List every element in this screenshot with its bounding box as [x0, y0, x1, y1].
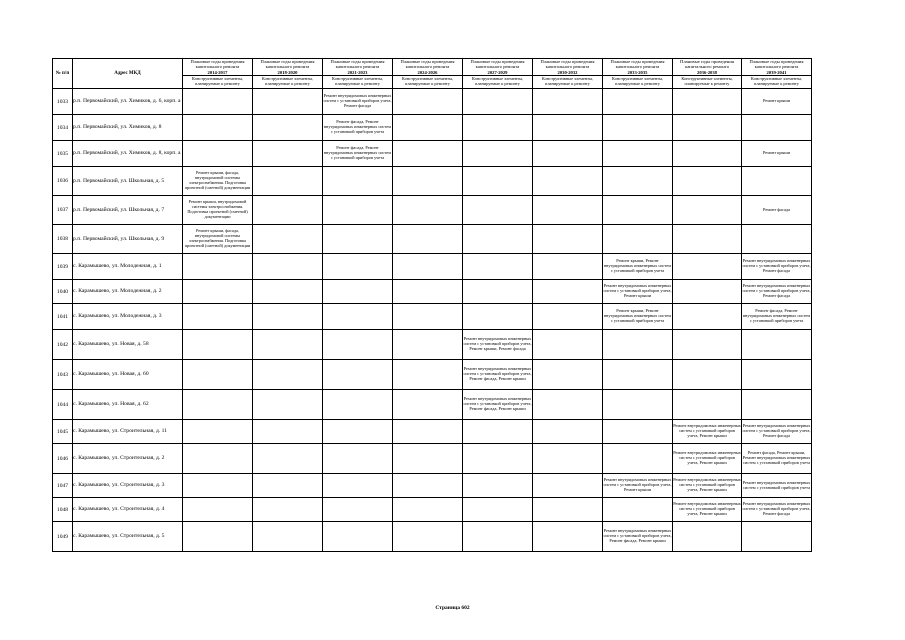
repair-cell	[183, 474, 253, 498]
repair-cell	[253, 360, 323, 390]
repair-cell: Ремонт внутридомовых инженерных систем с установкой приборов учета, Ремонт крыши	[673, 474, 742, 498]
row-number: 1034	[53, 115, 73, 141]
repair-cell	[673, 304, 742, 330]
repair-cell	[253, 390, 323, 420]
col-header-period	[742, 59, 812, 76]
repair-cell	[533, 360, 603, 390]
row-number: 1041	[53, 304, 73, 330]
col-header-number: № п/п	[53, 59, 73, 89]
repair-cell	[603, 225, 673, 254]
table-row	[53, 115, 812, 141]
repair-cell	[393, 330, 463, 360]
repair-cell	[533, 390, 603, 420]
repair-cell	[393, 444, 463, 474]
col-header-elements: Конструктивные элементы, планируемые к ремонту	[323, 76, 393, 89]
repair-cell	[533, 196, 603, 225]
repair-cell	[253, 444, 323, 474]
table-row	[53, 330, 812, 360]
row-address: р.п. Первомайский, ул. Химиков, д. 8, корп. а	[73, 141, 183, 167]
repair-cell: Ремонт крыши, Ремонт внутридомовых инженерных систем с установкой приборов учета	[603, 304, 673, 330]
repair-cell: Ремонт фасада, Ремонт крыши, Ремонт внутридомовых инженерных систем с установкой приборов учета	[742, 444, 812, 474]
repair-cell	[673, 196, 742, 225]
repair-cell	[253, 498, 323, 522]
repair-cell	[673, 360, 742, 390]
period-title: Плановые годы проведения капитального ремонта	[680, 59, 734, 70]
repair-cell	[183, 522, 253, 552]
repair-cell	[533, 167, 603, 196]
period-title: Плановые годы проведения капитального ремонта	[260, 59, 315, 70]
row-number: 1036	[53, 167, 73, 196]
row-address: с. Карамышево, ул. Новая, д. 58	[73, 330, 183, 360]
period-title: Плановые годы проведения капитального ремонта	[470, 59, 525, 70]
repair-cell	[323, 444, 393, 474]
repair-cell	[323, 304, 393, 330]
repair-cell	[463, 196, 533, 225]
repair-cell	[533, 420, 603, 444]
row-address: р.п. Первомайский, ул. Химиков, д. 6, корп. а	[73, 89, 183, 115]
repair-cell: Ремонт внутридомовых инженерных систем с установкой приборов учета, Ремонт фасада	[742, 420, 812, 444]
repair-cell	[393, 115, 463, 141]
repair-cell	[673, 330, 742, 360]
row-number: 1049	[53, 522, 73, 552]
row-address: с. Карамышево, ул. Строительная, д. 4	[73, 498, 183, 522]
table-row	[53, 498, 812, 522]
repair-cell	[742, 390, 812, 420]
repair-cell	[323, 254, 393, 280]
period-title: Плановые годы проведения капитального ремонта	[330, 59, 385, 70]
table-row	[53, 225, 812, 254]
repair-cell	[603, 360, 673, 390]
repair-cell	[533, 225, 603, 254]
repair-cell: Ремонт крыши, внутридомовой системы электроснабжения. Подготовка проектной (сметной) документации	[183, 196, 253, 225]
table-row	[53, 280, 812, 304]
row-number: 1040	[53, 280, 73, 304]
repair-cell	[183, 141, 253, 167]
repair-cell: Ремонт внутридомовых инженерных систем с установкой приборов учета, Ремонт крыши, Ремонт фасада	[463, 330, 533, 360]
row-number: 1042	[53, 330, 73, 360]
row-address: с. Карамышево, ул. Молодежная, д. 2	[73, 280, 183, 304]
repair-cell	[323, 420, 393, 444]
repair-cell	[673, 89, 742, 115]
repair-cell	[533, 444, 603, 474]
repair-cell: Ремонт фасада, Ремонт внутридомовых инженерных систем с установкой приборов учета	[323, 141, 393, 167]
repair-cell	[323, 225, 393, 254]
period-years: 2027-2029	[487, 69, 508, 75]
repair-cell	[742, 522, 812, 552]
row-address: р.п. Первомайский, ул. Химиков, д. 8	[73, 115, 183, 141]
repair-cell	[393, 225, 463, 254]
repair-cell	[183, 89, 253, 115]
repair-cell	[533, 115, 603, 141]
repair-cell	[673, 522, 742, 552]
repair-cell	[393, 420, 463, 444]
repair-cell	[323, 330, 393, 360]
repair-cell	[393, 89, 463, 115]
col-header-elements: Конструктивные элементы, планируемые к ремонту	[673, 76, 742, 89]
table-row	[53, 522, 812, 552]
repair-cell: Ремонт внутридомовых инженерных систем с установкой приборов учета, Ремонт фасада, Ремонт крыши	[463, 360, 533, 390]
repair-cell: Ремонт внутридомовых инженерных систем с установкой приборов учета, Ремонт крыши	[673, 498, 742, 522]
row-address: р.п. Первомайский, ул. Школьная, д. 5	[73, 167, 183, 196]
repair-cell	[463, 225, 533, 254]
table-row	[53, 390, 812, 420]
repair-cell	[463, 115, 533, 141]
repair-cell	[253, 474, 323, 498]
repair-cell	[463, 304, 533, 330]
row-address: с. Карамышево, ул. Строительная, д. 11	[73, 420, 183, 444]
repair-cell	[183, 444, 253, 474]
repair-cell	[393, 196, 463, 225]
repair-cell	[742, 360, 812, 390]
repair-cell	[393, 360, 463, 390]
table-row	[53, 420, 812, 444]
row-number: 1045	[53, 420, 73, 444]
repair-cell	[533, 254, 603, 280]
repair-cell	[463, 420, 533, 444]
repair-cell	[253, 330, 323, 360]
period-years: 2030-2032	[557, 69, 578, 75]
repair-cell	[673, 280, 742, 304]
repair-cell	[603, 498, 673, 522]
repair-cell	[533, 89, 603, 115]
repair-cell	[323, 167, 393, 196]
page-number: Страница 602	[435, 605, 470, 611]
repair-cell: Ремонт внутридомовых инженерных систем с установкой приборов учета, Ремонт крыши	[603, 280, 673, 304]
row-number: 1046	[53, 444, 73, 474]
col-header-elements: Конструктивные элементы, планируемые к ремонту	[393, 76, 463, 89]
repair-cell	[183, 304, 253, 330]
repair-cell	[463, 280, 533, 304]
repair-cell: Ремонт крыши	[742, 89, 812, 115]
repair-cell	[253, 225, 323, 254]
repair-cell: Ремонт внутридомовых инженерных систем с установкой приборов учета, Ремонт крыши	[673, 444, 742, 474]
repair-cell	[463, 254, 533, 280]
repair-cell: Ремонт фасада, Ремонт внутридомовых инженерных систем с установкой приборов учета	[323, 115, 393, 141]
repair-cell	[253, 304, 323, 330]
repair-cell	[393, 474, 463, 498]
col-header-period	[673, 59, 742, 76]
period-years: 2018-2020	[277, 69, 298, 75]
repair-cell: Ремонт крыши, фасада, внутридомовой системы электроснабжения. Подготовка проектной (сметной) документации	[183, 225, 253, 254]
repair-cell	[463, 522, 533, 552]
row-number: 1047	[53, 474, 73, 498]
repair-cell	[463, 444, 533, 474]
repair-cell	[533, 330, 603, 360]
repair-cell	[742, 115, 812, 141]
row-number: 1039	[53, 254, 73, 280]
row-number: 1048	[53, 498, 73, 522]
table-row	[53, 167, 812, 196]
repair-cell	[603, 420, 673, 444]
repair-cell	[253, 254, 323, 280]
row-number: 1037	[53, 196, 73, 225]
row-address: р.п. Первомайский, ул. Школьная, д. 7	[73, 196, 183, 225]
period-title: Плановые годы проведения капитального ремонта	[540, 59, 595, 70]
repair-cell	[673, 141, 742, 167]
repair-cell	[323, 360, 393, 390]
col-header-period	[183, 59, 253, 76]
repair-cell	[183, 420, 253, 444]
repair-cell	[603, 89, 673, 115]
repair-cell	[323, 280, 393, 304]
repair-cell	[183, 330, 253, 360]
row-address: р.п. Первомайский, ул. Школьная, д. 9	[73, 225, 183, 254]
repair-cell	[742, 167, 812, 196]
repair-cell	[253, 167, 323, 196]
repair-cell	[603, 115, 673, 141]
period-years: 2036-2038	[697, 69, 717, 75]
repair-cell	[742, 330, 812, 360]
repair-cell	[463, 89, 533, 115]
col-header-period	[323, 59, 393, 76]
col-header-elements: Конструктивные элементы, планируемые к ремонту	[253, 76, 323, 89]
table-row	[53, 141, 812, 167]
repair-schedule-table	[52, 58, 812, 552]
row-number: 1043	[53, 360, 73, 390]
repair-cell	[673, 254, 742, 280]
period-title: Плановые годы проведения капитального ремонта	[400, 59, 455, 70]
repair-cell	[603, 196, 673, 225]
row-number: 1035	[53, 141, 73, 167]
repair-cell: Ремонт внутридомовых инженерных систем с установкой приборов учета, Ремонт фасада	[323, 89, 393, 115]
repair-cell	[253, 196, 323, 225]
col-header-elements: Конструктивные элементы, планируемые к ремонту	[742, 76, 812, 89]
table-row	[53, 196, 812, 225]
table-row	[53, 444, 812, 474]
col-header-elements: Конструктивные элементы, планируемые к ремонту	[183, 76, 253, 89]
repair-cell	[533, 141, 603, 167]
row-address: с. Карамышево, ул. Строительная, д. 5	[73, 522, 183, 552]
period-years: 2033-2035	[627, 69, 648, 75]
repair-cell: Ремонт внутридомовых инженерных систем с установкой приборов учета, Ремонт крыши	[673, 420, 742, 444]
col-header-period	[393, 59, 463, 76]
repair-cell: Ремонт крыши, Ремонт внутридомовых инженерных систем с установкой приборов учета	[603, 254, 673, 280]
repair-cell	[253, 420, 323, 444]
repair-cell	[393, 254, 463, 280]
period-years: 2021-2023	[347, 69, 368, 75]
col-header-elements: Конструктивные элементы, планируемые к ремонту	[533, 76, 603, 89]
repair-cell: Ремонт внутридомовых инженерных систем с установкой приборов учета, Ремонт фасада, Ремонт крыши	[463, 390, 533, 420]
repair-cell	[603, 330, 673, 360]
table-row	[53, 254, 812, 280]
repair-cell	[183, 280, 253, 304]
repair-cell	[603, 167, 673, 196]
repair-cell	[393, 167, 463, 196]
repair-cell	[393, 141, 463, 167]
row-number: 1033	[53, 89, 73, 115]
repair-cell: Ремонт фасада, Ремонт внутридомовых инженерных систем с установкой приборов учета	[742, 304, 812, 330]
repair-cell	[603, 141, 673, 167]
table-row	[53, 89, 812, 115]
col-header-elements: Конструктивные элементы, планируемые к ремонту	[603, 76, 673, 89]
col-header-period	[603, 59, 673, 76]
repair-cell	[183, 498, 253, 522]
row-address: с. Карамышево, ул. Строительная, д. 2	[73, 444, 183, 474]
repair-cell: Ремонт фасада	[742, 196, 812, 225]
repair-cell	[603, 444, 673, 474]
col-header-address: Адрес МКД	[73, 59, 183, 89]
repair-cell	[323, 498, 393, 522]
repair-cell	[673, 167, 742, 196]
repair-cell	[673, 390, 742, 420]
repair-cell: Ремонт внутридомовых инженерных систем с установкой приборов учета, Ремонт фасада	[742, 498, 812, 522]
repair-cell	[463, 141, 533, 167]
repair-cell	[183, 360, 253, 390]
repair-cell	[323, 522, 393, 552]
repair-cell	[183, 390, 253, 420]
repair-cell	[393, 304, 463, 330]
repair-cell	[533, 474, 603, 498]
row-address: с. Карамышево, ул. Молодежная, д. 1	[73, 254, 183, 280]
table-row	[53, 304, 812, 330]
period-title: Плановые годы проведения капитального ремонта	[190, 59, 245, 70]
repair-cell: Ремонт крыши	[742, 141, 812, 167]
repair-cell	[393, 522, 463, 552]
repair-cell: Ремонт крыши, фасада, внутридомовой системы электроснабжения. Подготовка проектной (сметной) документации	[183, 167, 253, 196]
row-address: с. Карамышево, ул. Молодежная, д. 3	[73, 304, 183, 330]
repair-cell	[742, 225, 812, 254]
repair-cell	[533, 280, 603, 304]
repair-cell: Ремонт внутридомовых инженерных систем с установкой приборов учета, Ремонт фасада	[742, 280, 812, 304]
row-number: 1038	[53, 225, 73, 254]
repair-cell	[253, 89, 323, 115]
repair-cell	[183, 115, 253, 141]
row-address: с. Карамышево, ул. Новая, д. 62	[73, 390, 183, 420]
repair-cell	[323, 474, 393, 498]
repair-cell: Ремонт внутридомовых инженерных систем с установкой приборов учета, Ремонт фасада	[742, 254, 812, 280]
repair-cell	[463, 474, 533, 498]
col-header-period	[533, 59, 603, 76]
period-years: 2039-2041	[766, 69, 787, 75]
col-header-period	[463, 59, 533, 76]
repair-cell	[673, 115, 742, 141]
repair-cell	[463, 498, 533, 522]
repair-cell	[603, 390, 673, 420]
repair-cell	[533, 522, 603, 552]
row-number: 1044	[53, 390, 73, 420]
period-title: Плановые годы проведения капитального ремонта	[749, 59, 804, 70]
repair-cell	[393, 498, 463, 522]
col-header-elements: Конструктивные элементы, планируемые к ремонту	[463, 76, 533, 89]
repair-cell: Ремонт внутридомовых инженерных систем с установкой приборов учета, Ремонт фасада, Ремонт крыши	[603, 522, 673, 552]
col-header-period	[253, 59, 323, 76]
repair-cell	[323, 196, 393, 225]
repair-cell	[673, 225, 742, 254]
repair-cell	[533, 304, 603, 330]
period-title: Плановые годы проведения капитального ремонта	[610, 59, 665, 70]
repair-cell	[253, 280, 323, 304]
row-address: с. Карамышево, ул. Новая, д. 60	[73, 360, 183, 390]
repair-cell	[463, 167, 533, 196]
table-row	[53, 474, 812, 498]
repair-cell	[253, 522, 323, 552]
period-years: 2014-2017	[207, 69, 228, 75]
repair-cell: Ремонт внутридомовых инженерных систем с установкой приборов учета, Ремонт крыши	[603, 474, 673, 498]
row-address: с. Карамышево, ул. Строительная, д. 3	[73, 474, 183, 498]
repair-cell	[253, 141, 323, 167]
table-row	[53, 360, 812, 390]
repair-cell	[393, 390, 463, 420]
repair-cell	[393, 280, 463, 304]
repair-cell: Ремонт внутридомовых инженерных систем с установкой приборов учета	[742, 474, 812, 498]
repair-cell	[253, 115, 323, 141]
repair-cell	[323, 390, 393, 420]
repair-cell	[533, 498, 603, 522]
repair-cell	[183, 254, 253, 280]
period-years: 2024-2026	[417, 69, 438, 75]
